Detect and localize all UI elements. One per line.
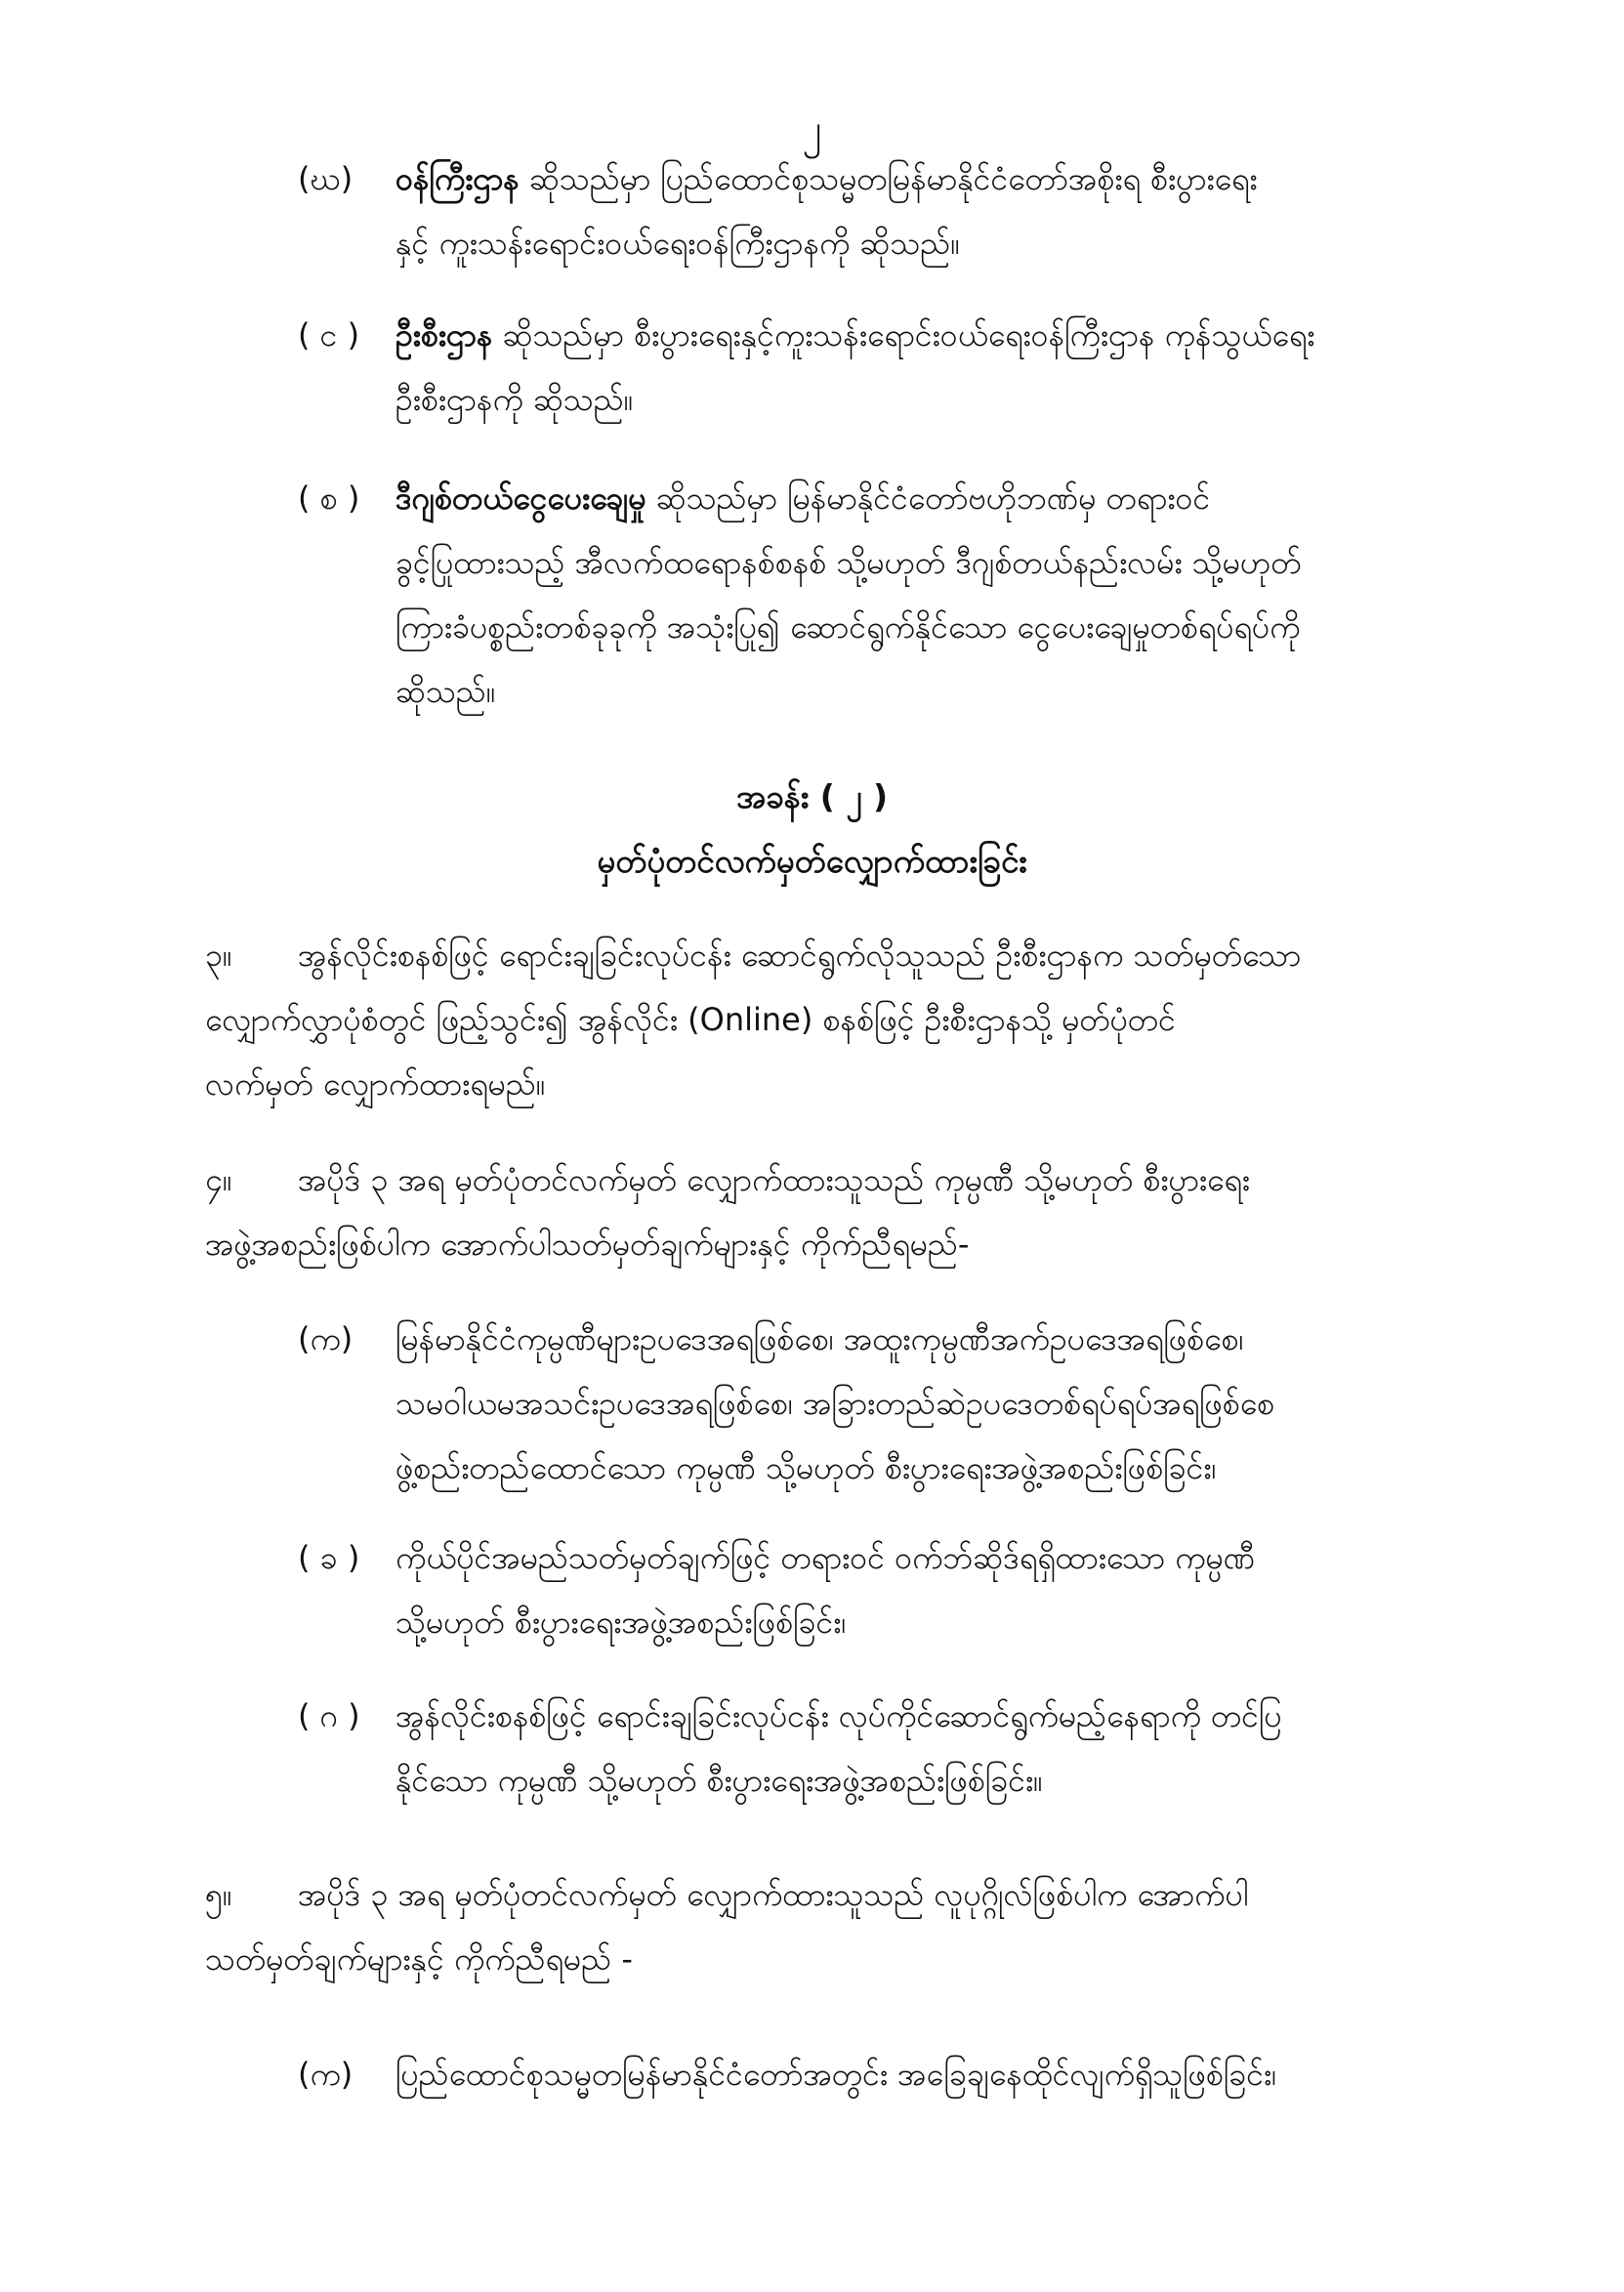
- definition-term: ဦးစီးဌာန: [396, 316, 493, 354]
- definition-label: ( စ ): [298, 479, 360, 517]
- section-label: ၃။: [205, 937, 232, 974]
- item-line: ဖွဲ့စည်းတည်ထောင်သော ကုမ္ပဏီ သို့မဟုတ် စီးပွားရေးအဖွဲ့အစည်းဖြစ်ခြင်း၊: [396, 1449, 1217, 1486]
- item-line: ကိုယ်ပိုင်အမည်သတ်မှတ်ချက်ဖြင့် တရားဝင် ဝက်ဘ်ဆိုဒ်ရရှိထားသော ကုမ္ပဏီ: [396, 1539, 1256, 1576]
- page-number: ၂: [802, 106, 822, 151]
- definition-line: ဆိုသည်။: [396, 673, 496, 710]
- section-5: [0, 1862, 1624, 1999]
- section-4-item-kha: [0, 1525, 1624, 1662]
- item-line: ပြည်ထောင်စုသမ္မတမြန်မာနိုင်ငံတော်အတွင်း အခြေချနေထိုင်လျက်ရှိသူဖြစ်ခြင်း၊: [396, 2056, 1277, 2093]
- definition-line: နှင့် ကူးသန်းရောင်းဝယ်ရေးဝန်ကြီးဌာနကို ဆိုသည်။: [396, 225, 960, 262]
- section-label: ၅။: [205, 1876, 232, 1913]
- section-line: လက်မှတ် လျှောက်ထားရမည်။: [205, 1065, 546, 1103]
- section-label: ၄။: [205, 1161, 232, 1198]
- item-line: အွန်လိုင်းစနစ်ဖြင့် ရောင်းချခြင်းလုပ်ငန်း လုပ်ကိုင်ဆောင်ရွက်မည့်နေရာကို တင်ပြ: [396, 1697, 1282, 1734]
- chapter-number: အခန်း ( ၂ ): [735, 777, 889, 815]
- item-line: သမဝါယမအသင်းဥပဒေအရဖြစ်စေ၊ အခြားတည်ဆဲဥပဒေတစ်ရပ်ရပ်အရဖြစ်စေ: [396, 1385, 1275, 1422]
- definition-sa: [0, 466, 1624, 729]
- section-line: လျှောက်လွှာပုံစံတွင် ဖြည့်သွင်း၍ အွန်လိုင်း (Online) စနစ်ဖြင့် ဦးစီးဌာနသို့ မှတ်ပုံတင်: [205, 1001, 1176, 1038]
- definition-term: ဝန်ကြီးဌာန: [396, 160, 520, 197]
- section-line: သတ်မှတ်ချက်များနှင့် ကိုက်ညီရမည် -: [205, 1940, 633, 1978]
- section-line: အပိုဒ် ၃ အရ မှတ်ပုံတင်လက်မှတ် လျှောက်ထားသူသည် ကုမ္ပဏီ သို့မဟုတ် စီးပွားရေး: [298, 1161, 1250, 1198]
- definition-line: [396, 466, 1479, 530]
- definition-text: ဆိုသည်မှာ မြန်မာနိုင်ငံတော်ဗဟိုဘဏ်မှ တရားဝင်: [645, 479, 1211, 517]
- item-line: သို့မဟုတ် စီးပွားရေးအဖွဲ့အစည်းဖြစ်ခြင်း၊: [396, 1604, 847, 1641]
- section-5-item-ka: [0, 2042, 1624, 2110]
- definition-text: ဆိုသည်မှာ စီးပွားရေးနှင့်ကူးသန်းရောင်းဝယ်ရေးဝန်ကြီးဌာန ကုန်သွယ်ရေး: [492, 316, 1315, 354]
- item-label: (က): [298, 1320, 354, 1357]
- definition-line: [396, 303, 1479, 367]
- item-label: ( ဂ ): [298, 1697, 360, 1734]
- definition-nga: [0, 303, 1624, 439]
- chapter-title: မှတ်ပုံတင်လက်မှတ်လျှောက်ထားခြင်း: [597, 842, 1027, 880]
- definition-label: ( င ): [298, 316, 360, 354]
- definition-line: ခွင့်ပြုထားသည့် အီလက်ထရောနစ်စနစ် သို့မဟုတ် ဒီဂျစ်တယ်နည်းလမ်း သို့မဟုတ်: [396, 544, 1302, 581]
- section-line: အွန်လိုင်းစနစ်ဖြင့် ရောင်းချခြင်းလုပ်ငန်း ဆောင်ရွက်လိုသူသည် ဦးစီးဌာနက သတ်မှတ်သော: [298, 937, 1302, 974]
- definition-gha: [0, 146, 1624, 283]
- item-line: နိုင်သော ကုမ္ပဏီ သို့မဟုတ် စီးပွားရေးအဖွဲ့အစည်းဖြစ်ခြင်း။: [396, 1762, 1043, 1799]
- definition-line: [396, 146, 1479, 211]
- item-label: (က): [298, 2056, 354, 2093]
- section-3: [0, 923, 1624, 1118]
- item-line: မြန်မာနိုင်ငံကုမ္ပဏီများဥပဒေအရဖြစ်စေ၊ အထူးကုမ္ပဏီအက်ဥပဒေအရဖြစ်စေ၊: [396, 1320, 1244, 1357]
- definition-text: ဆိုသည်မှာ ပြည်ထောင်စုသမ္မတမြန်မာနိုင်ငံတော်အစိုးရ စီးပွားရေး: [519, 160, 1258, 197]
- section-line: အဖွဲ့အစည်းဖြစ်ပါက အောက်ပါသတ်မှတ်ချက်များနှင့် ကိုက်ညီရမည်-: [205, 1226, 970, 1263]
- definition-label: (ဃ): [298, 160, 354, 197]
- section-4-item-ka: [0, 1307, 1624, 1502]
- section-4-item-ga: [0, 1684, 1624, 1820]
- section-line: အပိုဒ် ၃ အရ မှတ်ပုံတင်လက်မှတ် လျှောက်ထားသူသည် လူပုဂ္ဂိုလ်ဖြစ်ပါက အောက်ပါ: [298, 1876, 1249, 1913]
- section-4: [0, 1147, 1624, 1284]
- item-label: ( ခ ): [298, 1539, 360, 1576]
- definition-line: ဦးစီးဌာနကို ဆိုသည်။: [396, 381, 634, 418]
- definition-term: ဒီဂျစ်တယ်ငွေပေးချေမှု: [396, 479, 646, 517]
- definition-line: ကြားခံပစ္စည်းတစ်ခုခုကို အသုံးပြု၍ ဆောင်ရွက်နိုင်သော ငွေပေးချေမှုတစ်ရပ်ရပ်ကို: [396, 608, 1301, 646]
